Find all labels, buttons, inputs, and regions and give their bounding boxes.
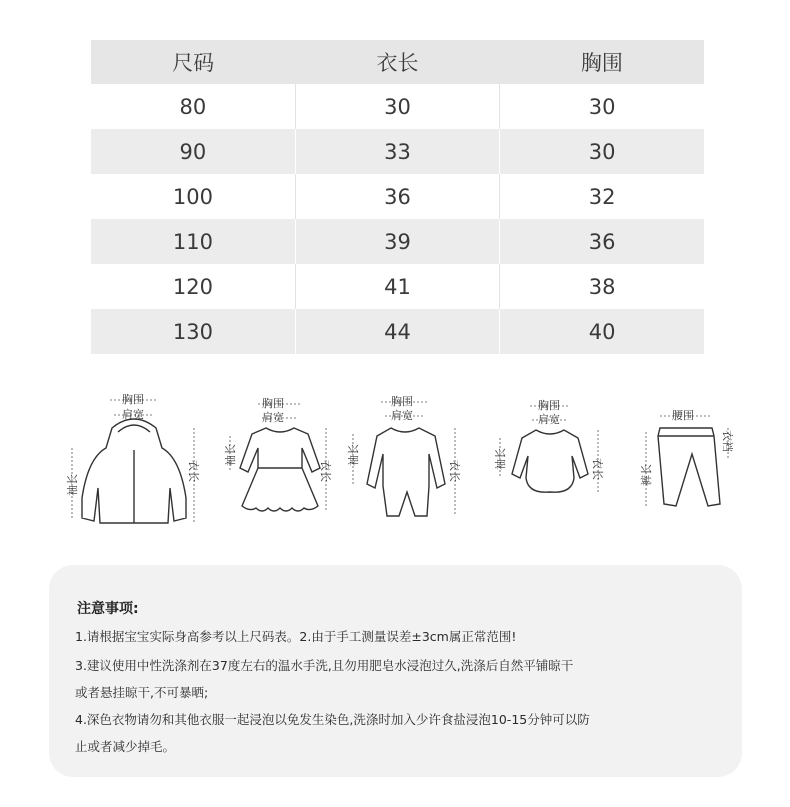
table-cell: 36 xyxy=(295,174,499,219)
table-cell: 120 xyxy=(172,274,213,299)
header-chest: 胸围 xyxy=(500,40,704,84)
bodysuit-icon xyxy=(490,388,615,533)
note-line: 止或者减少掉毛。 xyxy=(75,739,176,754)
table-cell: 33 xyxy=(295,129,499,174)
dress-length-label: 衣长 xyxy=(319,460,332,482)
bodysuit-length-label: 衣长 xyxy=(591,458,604,480)
table-cell: 30 xyxy=(500,129,704,174)
pants-icon xyxy=(630,388,745,533)
romper-chest-label: 胸围 xyxy=(391,395,413,408)
table-row xyxy=(91,219,704,264)
romper-shoulder-label: 肩宽 xyxy=(391,409,413,422)
romper-length-label: 衣长 xyxy=(448,460,461,482)
table-cell: 80 xyxy=(179,94,207,119)
table-row xyxy=(91,129,704,174)
bodysuit-shoulder-label: 肩宽 xyxy=(538,413,560,426)
jacket-chest-label: 胸围 xyxy=(122,393,144,406)
garment-diagrams xyxy=(0,388,790,538)
size-table-header-row xyxy=(91,40,704,84)
table-cell: 32 xyxy=(500,174,704,219)
romper-sleeve-label: 袖长 xyxy=(347,444,360,466)
table-cell: 130 xyxy=(91,309,295,354)
notes-title: 注意事项: xyxy=(77,601,139,617)
dress-diagram xyxy=(220,388,340,537)
bodysuit-sleeve-label: 袖长 xyxy=(494,448,507,470)
pants-waist-label: 腰围 xyxy=(672,409,694,422)
table-cell: 100 xyxy=(172,184,213,209)
jacket-length-label: 衣长 xyxy=(187,460,200,482)
dress-sleeve-label: 袖长 xyxy=(224,444,237,466)
table-cell: 30 xyxy=(500,84,704,129)
pants-rise-label: 衣裆 xyxy=(721,430,734,452)
table-cell: 39 xyxy=(295,219,499,264)
pants-length-label: 裤长 xyxy=(640,464,653,486)
romper-diagram xyxy=(343,388,473,537)
dress-shoulder-label: 肩宽 xyxy=(262,411,284,424)
table-cell: 44 xyxy=(295,309,499,354)
pants-diagram xyxy=(630,388,745,537)
jacket-shoulder-label: 肩宽 xyxy=(122,408,144,421)
care-notes-panel xyxy=(49,565,742,777)
table-cell: 110 xyxy=(91,219,295,264)
jacket-diagram xyxy=(62,388,202,537)
note-line: 1.请根据宝宝实际身高参考以上尺码表。2.由于手工测量误差±3cm属正常范围! xyxy=(75,629,517,644)
header-length: 衣长 xyxy=(295,40,499,84)
romper-icon xyxy=(343,388,473,533)
table-row xyxy=(91,264,704,309)
note-line: 或者悬挂晾干,不可暴晒; xyxy=(75,685,209,700)
dress-chest-label: 胸围 xyxy=(262,397,284,410)
table-cell: 30 xyxy=(295,84,499,129)
table-cell: 40 xyxy=(500,309,704,354)
table-cell: 38 xyxy=(500,264,704,309)
table-cell: 36 xyxy=(500,219,704,264)
note-line: 3.建议使用中性洗涤剂在37度左右的温水手洗,且勿用肥皂水浸泡过久,洗涤后自然平铺晾干 xyxy=(75,658,574,673)
dress-icon xyxy=(220,388,340,533)
bodysuit-diagram xyxy=(490,388,615,537)
header-size: 尺码 xyxy=(91,40,295,84)
size-table xyxy=(91,40,704,354)
table-row xyxy=(91,309,704,354)
jacket-sleeve-label: 袖长 xyxy=(66,474,79,496)
table-row xyxy=(91,174,704,219)
table-cell: 90 xyxy=(91,129,295,174)
bodysuit-chest-label: 胸围 xyxy=(538,399,560,412)
note-line: 4.深色衣物请勿和其他衣服一起浸泡以免发生染色,洗涤时加入少许食盐浸泡10-15分钟可以防 xyxy=(75,712,590,727)
table-row xyxy=(91,84,704,129)
table-cell: 41 xyxy=(295,264,499,309)
jacket-icon xyxy=(62,388,202,533)
